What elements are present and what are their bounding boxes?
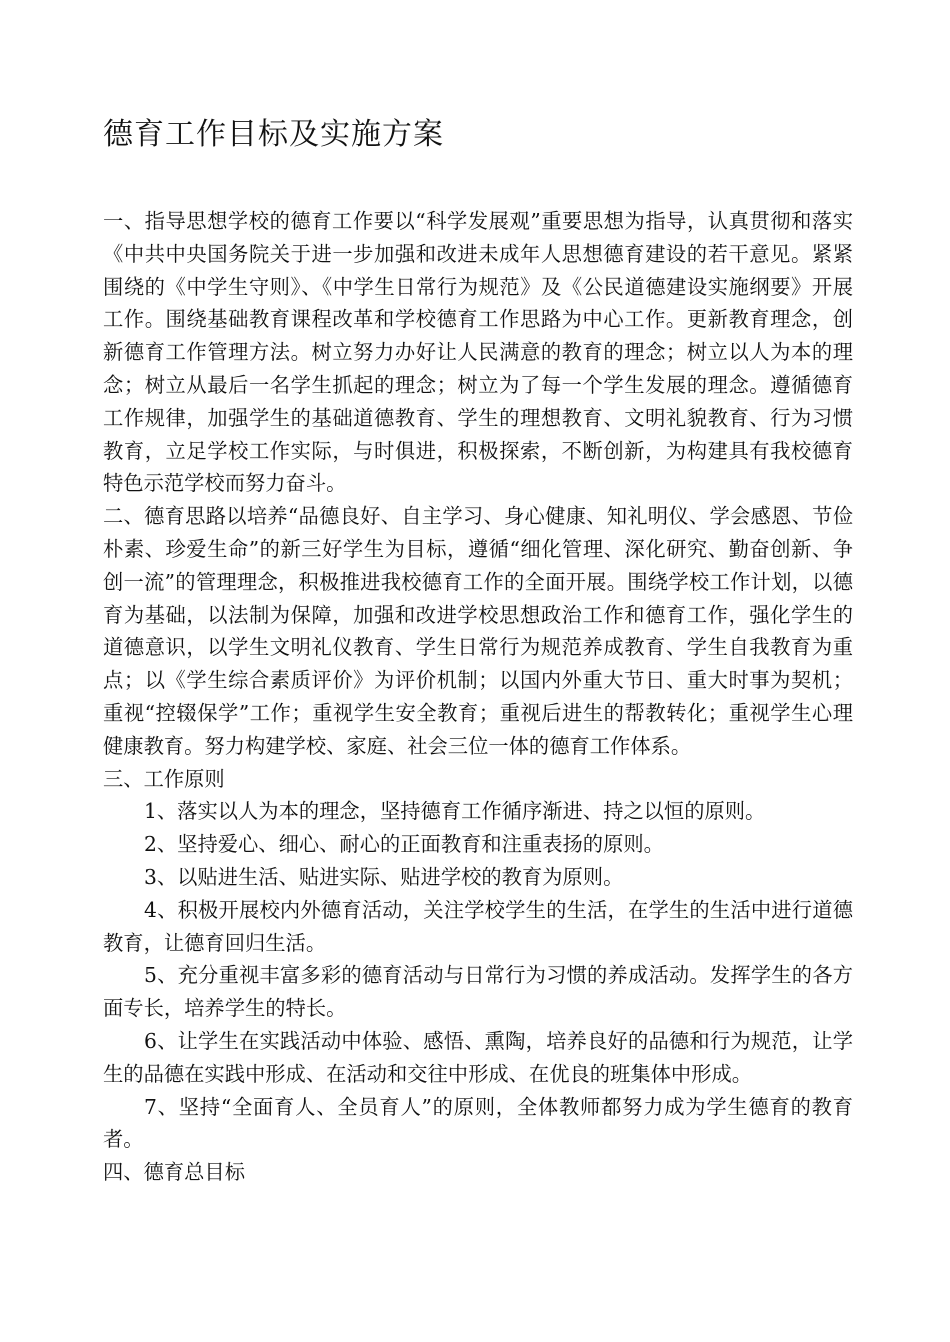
principle-item: 6、让学生在实践活动中体验、感悟、熏陶，培养良好的品德和行为规范，让学生的品德在实践中形成、在活动和交往中形成、在优良的班集体中形成。 [103,1028,853,1086]
section-moral-education-approach: 二、德育思路以培养“品德良好、自主学习、身心健康、知礼明仪、学会感恩、节俭朴素、珍爱生命”的新三好学生为目标，遵循“细化管理、深化研究、勤奋创新、争创一流”的管理理念，积极推进我校德育工作的全面开展。围绕学校工作计划，以德育为基础，以法制为保障，加强和改进学校思想政治工作和德育工作，强化学生的道德意识，以学生文明礼仪教育、学生日常行为规范养成教育、学生自我教育为重点；以《学生综合素质评价》为评价机制；以国内外重大节日、重大时事为契机；重视“控辍保学”工作；重视学生安全教育；重视后进生的帮教转化；重视学生心理健康教育。努力构建学校、家庭、社会三位一体的德育工作体系。 [103,504,853,758]
section-heading-work-principles: 三、工作原则 [103,766,225,791]
principle-item: 5、充分重视丰富多彩的德育活动与日常行为习惯的养成活动。发挥学生的各方面专长，培养学生的特长。 [103,963,853,1021]
document-body [103,205,853,1189]
section-guiding-ideology: 一、指导思想学校的德育工作要以“科学发展观”重要思想为指导，认真贯彻和落实《中共中央国务院关于进一步加强和改进未成年人思想德育建设的若干意见。紧紧围绕的《中学生守则》、《中学生日常行为规范》及《公民道德建设实施纲要》开展工作。围绕基础教育课程改革和学校德育工作思路为中心工作。更新教育理念，创新德育工作管理方法。树立努力办好让人民满意的教育的理念；树立以人为本的理念；树立从最后一名学生抓起的理念；树立为了每一个学生发展的理念。遵循德育工作规律，加强学生的基础道德教育、学生的理想教育、文明礼貌教育、行为习惯教育，立足学校工作实际，与时俱进，积极探索，不断创新，为构建具有我校德育特色示范学校而努力奋斗。 [103,209,853,496]
principle-item: 2、坚持爱心、细心、耐心的正面教育和注重表扬的原则。 [144,832,664,857]
principle-item: 7、坚持“全面育人、全员育人”的原则，全体教师都努力成为学生德育的教育者。 [103,1094,853,1152]
section-heading-overall-goal: 四、德育总目标 [103,1160,245,1185]
principle-item: 1、落实以人为本的理念，坚持德育工作循序渐进、持之以恒的原则。 [144,799,766,824]
principle-item: 3、以贴进生活、贴进实际、贴进学校的教育为原则。 [144,864,624,889]
principle-item: 4、积极开展校内外德育活动，关注学校学生的生活，在学生的生活中进行道德教育，让德育回归生活。 [103,897,853,955]
document-title: 德育工作目标及实施方案 [103,117,444,152]
